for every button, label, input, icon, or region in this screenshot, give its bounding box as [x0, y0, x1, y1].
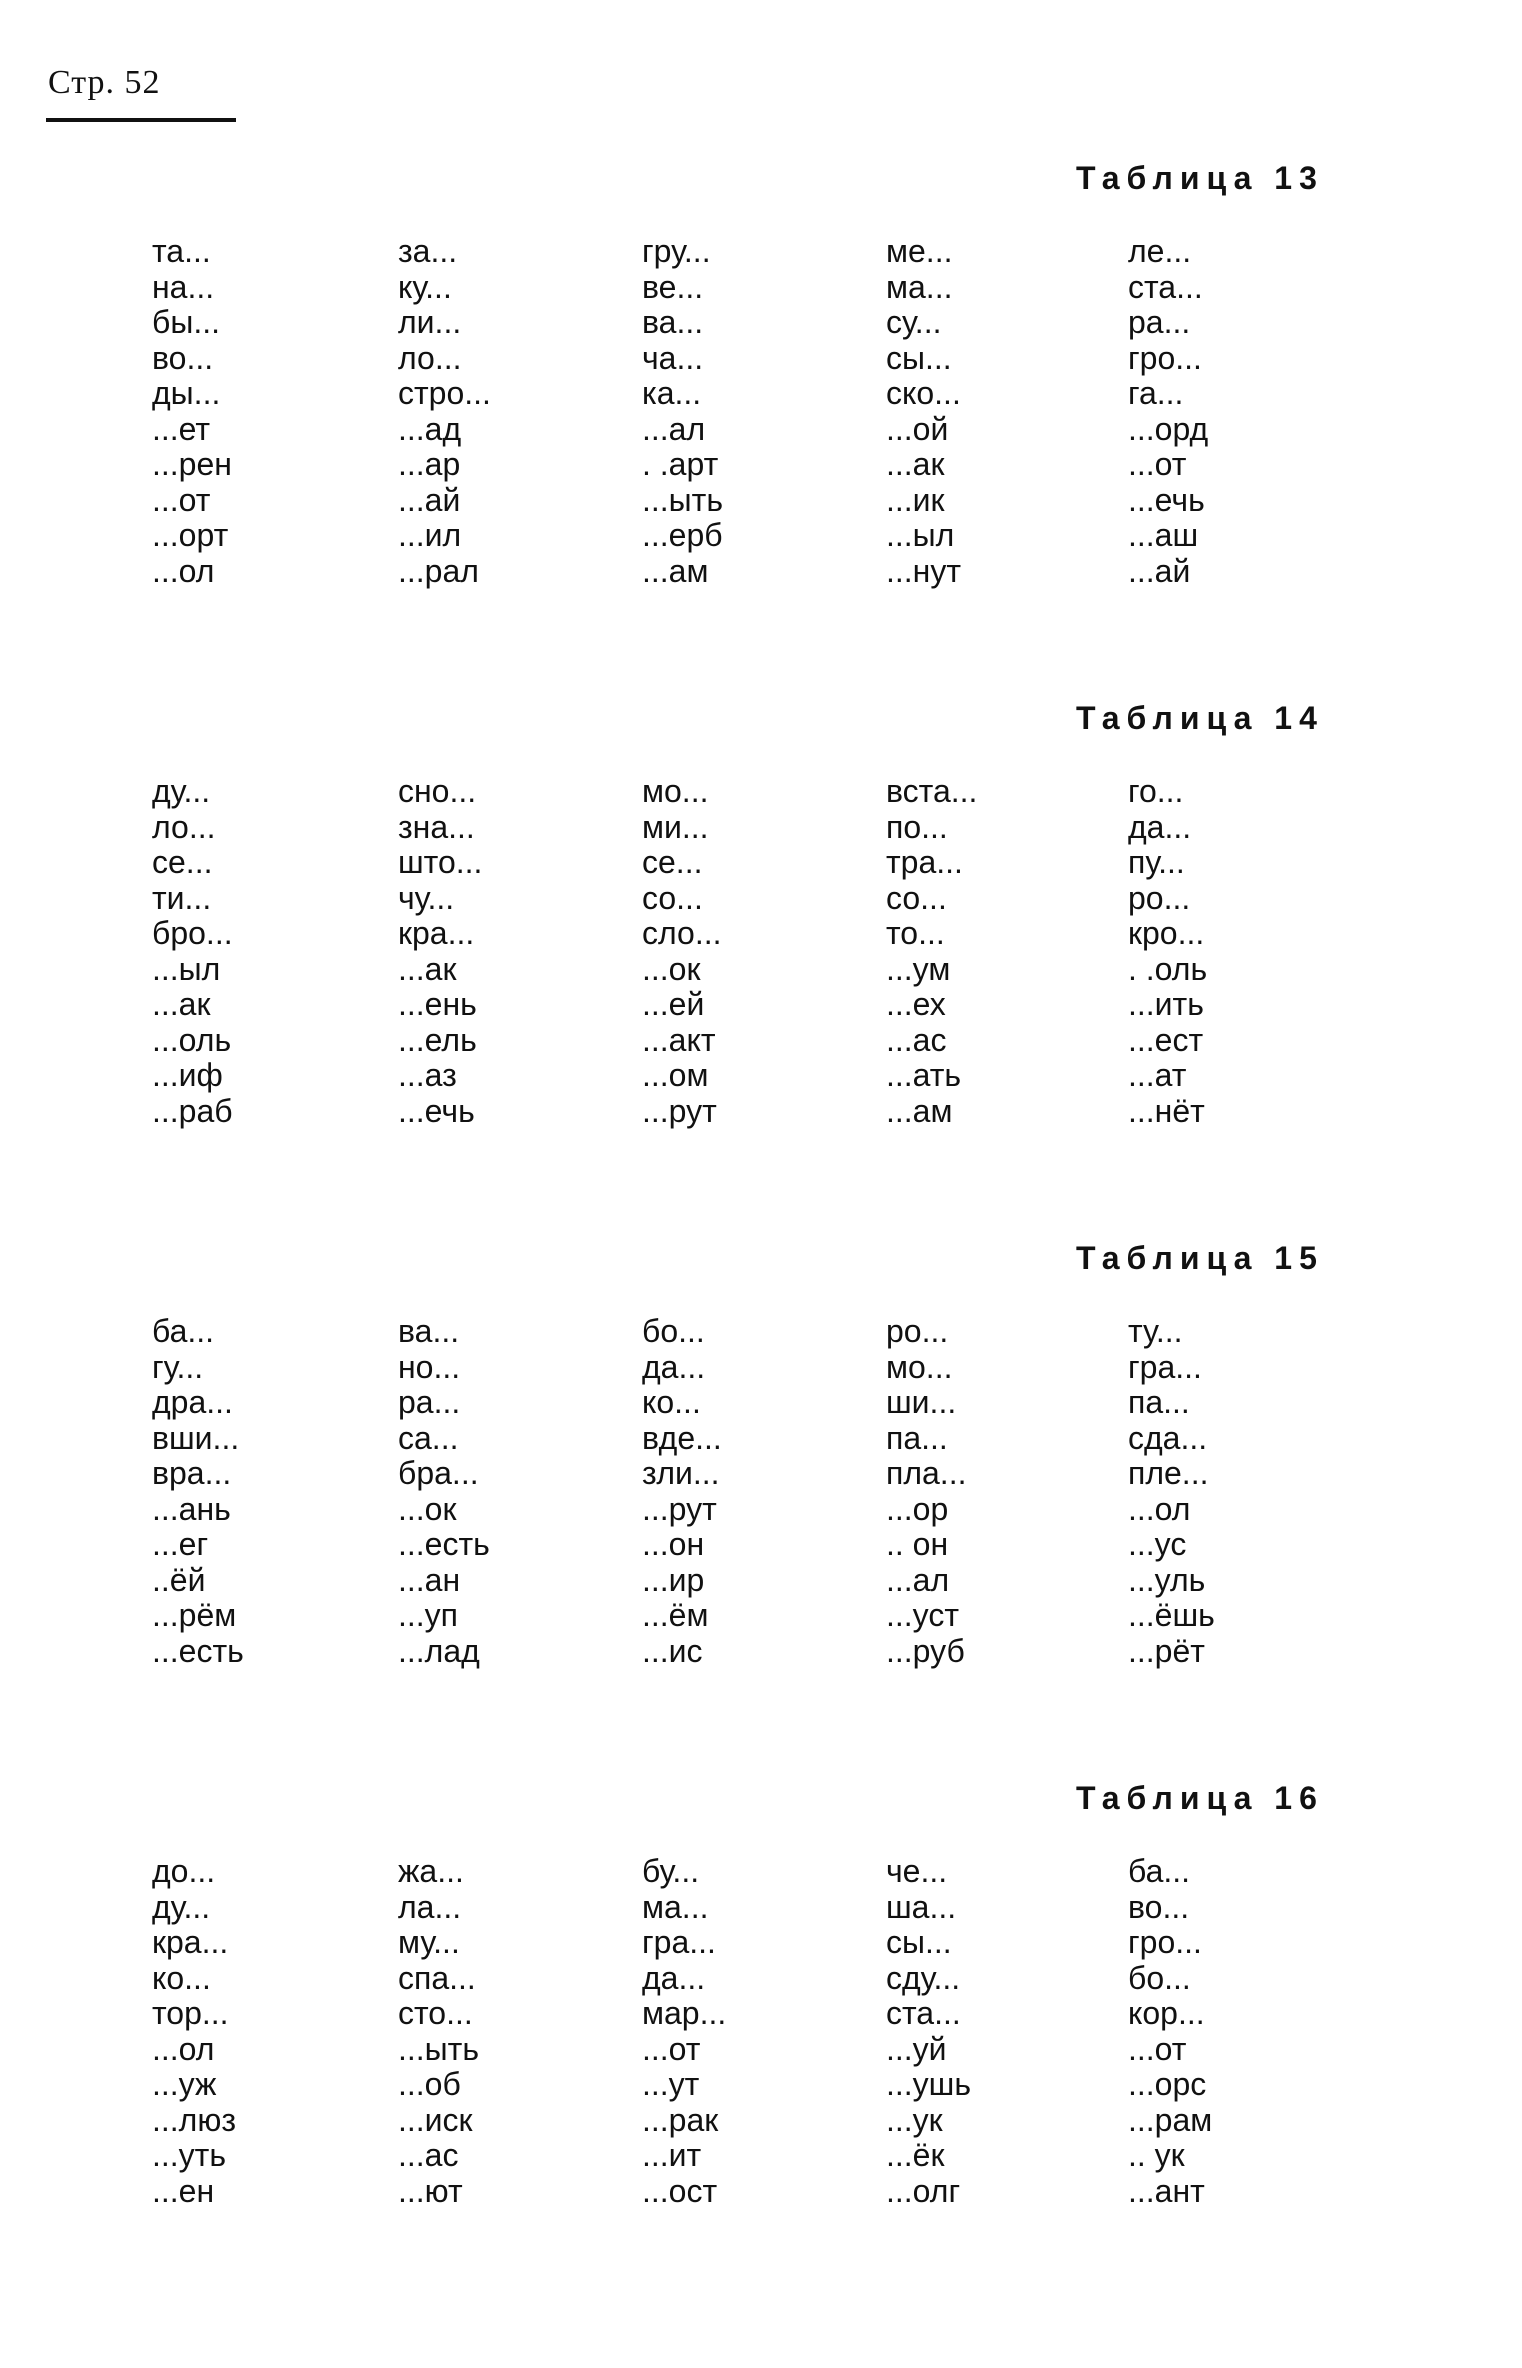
word-fragment: ...рут: [642, 1092, 717, 1129]
table-column: [1128, 774, 1328, 1129]
word-fragment: ...ол: [152, 2030, 215, 2067]
word-fragment: ...ас: [886, 1021, 947, 1058]
word-fragment: сы...: [886, 1924, 952, 1960]
word-fragment: па...: [886, 1419, 948, 1456]
word-fragment: но...: [398, 1348, 461, 1385]
table-column: [642, 234, 842, 589]
table-grid: [0, 1314, 1522, 1674]
word-fragment: кор...: [1128, 1995, 1205, 2031]
word-fragment: ...ом: [642, 1057, 709, 1093]
word-fragment: ...аш: [1128, 517, 1199, 553]
word-fragment: сду...: [886, 1959, 961, 1996]
word-fragment: го...: [1128, 773, 1184, 809]
word-fragment: че...: [886, 1853, 948, 1889]
word-fragment: пла...: [886, 1455, 967, 1491]
word-fragment: гро...: [1128, 1924, 1202, 1960]
word-fragment: ве...: [642, 268, 704, 305]
word-fragment: ...люз: [152, 2101, 237, 2138]
word-fragment: ку...: [398, 268, 452, 305]
word-fragment: ...от: [1128, 446, 1187, 482]
word-fragment: на...: [152, 268, 215, 305]
word-fragment: ...ех: [886, 986, 946, 1022]
word-fragment: ...ют: [398, 2172, 463, 2209]
word-fragment: ма...: [886, 268, 953, 305]
word-fragment: ко...: [152, 1959, 211, 1996]
word-fragment: ...ис: [642, 1632, 703, 1669]
word-fragment: ша...: [886, 1888, 957, 1925]
word-fragment: ...ам: [886, 1092, 953, 1129]
word-fragment: .. ук: [1128, 2137, 1185, 2173]
word-fragment: . .арт: [642, 446, 719, 482]
word-fragment: сно...: [398, 773, 477, 809]
table-title: Таблица 14: [1076, 700, 1324, 736]
word-fragment: мо...: [886, 1348, 953, 1385]
word-fragment: ...раб: [152, 1092, 233, 1129]
table-title: Таблица 15: [1076, 1240, 1324, 1276]
word-fragment: вши...: [152, 1419, 240, 1456]
word-fragment: ...ест: [1128, 1021, 1204, 1058]
word-fragment: та...: [152, 233, 211, 269]
word-fragment: ...рут: [642, 1490, 717, 1527]
word-fragment: ...от: [152, 481, 211, 518]
word-fragment: то...: [886, 915, 945, 951]
word-fragment: ...рёт: [1128, 1632, 1205, 1669]
word-fragment: ...ень: [398, 986, 477, 1022]
word-fragment: ...ёшь: [1128, 1597, 1215, 1633]
table-grid: [0, 774, 1522, 1134]
word-fragment: ...акт: [642, 1021, 716, 1058]
word-fragment: ...ак: [152, 986, 211, 1022]
word-fragment: ...орд: [1128, 410, 1209, 447]
word-fragment: ...ок: [398, 1490, 457, 1527]
word-fragment: ...ай: [398, 481, 461, 518]
word-fragment: ло...: [152, 808, 216, 845]
word-fragment: ...рен: [152, 446, 232, 482]
word-fragment: ско...: [886, 375, 961, 411]
word-fragment: ...рал: [398, 552, 479, 589]
word-fragment: ти...: [152, 879, 212, 916]
word-fragment: ...олг: [886, 2172, 961, 2209]
word-fragment: ли...: [398, 304, 462, 340]
word-fragment: што...: [398, 844, 483, 880]
word-fragment: му...: [398, 1924, 460, 1960]
word-fragment: мо...: [642, 773, 709, 809]
word-fragment: вста...: [886, 773, 978, 809]
table-column: [642, 1854, 842, 2209]
word-fragment: ба...: [152, 1313, 215, 1349]
word-fragment: ту...: [1128, 1313, 1183, 1349]
word-fragment: ва...: [398, 1313, 460, 1349]
word-fragment: ...ас: [398, 2137, 459, 2173]
word-fragment: ...оль: [152, 1021, 232, 1058]
word-fragment: ...ол: [1128, 1490, 1191, 1527]
word-fragment: се...: [152, 844, 213, 880]
table-column: [886, 774, 1086, 1129]
word-fragment: ло...: [398, 339, 462, 376]
word-fragment: пу...: [1128, 844, 1185, 880]
word-fragment: ...ушь: [886, 2066, 972, 2102]
word-fragment: ...ечь: [1128, 481, 1205, 518]
page-header: Стр. 52: [48, 64, 161, 101]
word-fragment: со...: [642, 879, 703, 916]
word-fragment: . .оль: [1128, 950, 1208, 987]
word-fragment: сло...: [642, 915, 722, 951]
word-fragment: сы...: [886, 339, 952, 376]
word-fragment: со...: [886, 879, 947, 916]
word-fragment: спа...: [398, 1959, 476, 1996]
word-fragment: пле...: [1128, 1455, 1209, 1491]
word-fragment: .. он: [886, 1526, 949, 1562]
word-fragment: ва...: [642, 304, 704, 340]
table-column: [152, 1314, 352, 1669]
word-fragment: бра...: [398, 1455, 479, 1491]
word-fragment: ду...: [152, 773, 211, 809]
word-fragment: ...ой: [886, 410, 949, 447]
word-fragment: су...: [886, 304, 942, 340]
word-fragment: ...ать: [886, 1057, 962, 1093]
word-fragment: ...ил: [398, 517, 462, 553]
word-fragment: се...: [642, 844, 703, 880]
word-fragment: ...от: [642, 2030, 701, 2067]
word-fragment: ...ам: [642, 552, 709, 589]
word-fragment: ...ад: [398, 410, 462, 447]
word-fragment: до...: [152, 1853, 216, 1889]
word-fragment: ...есть: [398, 1526, 490, 1562]
table-column: [1128, 1854, 1328, 2209]
word-fragment: ...ут: [642, 2066, 700, 2102]
table-title: Таблица 13: [1076, 160, 1324, 196]
word-fragment: ...ель: [398, 1021, 477, 1058]
word-fragment: ...ёк: [886, 2137, 945, 2173]
word-fragment: кра...: [398, 915, 475, 951]
word-fragment: жа...: [398, 1853, 464, 1889]
word-fragment: ...от: [1128, 2030, 1187, 2067]
table-column: [1128, 234, 1328, 589]
word-fragment: во...: [152, 339, 214, 376]
word-fragment: ...уть: [152, 2137, 226, 2173]
word-fragment: ...рак: [642, 2101, 719, 2138]
word-fragment: ды...: [152, 375, 221, 411]
word-fragment: ...ерб: [642, 517, 723, 553]
word-fragment: ...орт: [152, 517, 229, 553]
word-fragment: вра...: [152, 1455, 232, 1491]
word-fragment: ста...: [886, 1995, 961, 2031]
word-fragment: ...есть: [152, 1632, 244, 1669]
word-fragment: ...ечь: [398, 1092, 475, 1129]
table-title: Таблица 16: [1076, 1780, 1324, 1816]
word-fragment: ла...: [398, 1888, 462, 1925]
word-fragment: ...уп: [398, 1597, 458, 1633]
word-fragment: вде...: [642, 1419, 722, 1456]
word-fragment: ста...: [1128, 268, 1203, 305]
word-fragment: бро...: [152, 915, 233, 951]
word-fragment: ...ак: [886, 446, 945, 482]
table-column: [1128, 1314, 1328, 1669]
word-fragment: ...иф: [152, 1057, 223, 1093]
word-fragment: гра...: [1128, 1348, 1202, 1385]
word-fragment: ...ыть: [642, 481, 723, 518]
word-fragment: ...ить: [1128, 986, 1204, 1022]
word-fragment: ...ост: [642, 2172, 718, 2209]
word-fragment: ...ак: [398, 950, 457, 987]
word-fragment: сда...: [1128, 1419, 1208, 1456]
word-fragment: гра...: [642, 1924, 716, 1960]
word-fragment: ко...: [642, 1384, 701, 1420]
word-fragment: да...: [642, 1348, 706, 1385]
word-fragment: ...ол: [152, 552, 215, 589]
word-fragment: мар...: [642, 1995, 727, 2031]
word-fragment: ...ен: [152, 2172, 215, 2209]
word-fragment: ба...: [1128, 1853, 1191, 1889]
table-column: [886, 234, 1086, 589]
word-fragment: ...нёт: [1128, 1092, 1205, 1129]
word-fragment: тра...: [886, 844, 963, 880]
word-fragment: ду...: [152, 1888, 211, 1925]
table-column: [886, 1854, 1086, 2209]
word-fragment: ...ир: [642, 1561, 705, 1598]
word-fragment: ши...: [886, 1384, 957, 1420]
word-fragment: ро...: [886, 1313, 949, 1349]
page-header-rule: [46, 118, 236, 122]
table-column: [152, 1854, 352, 2209]
word-fragment: ..ёй: [152, 1561, 206, 1598]
word-fragment: гу...: [152, 1348, 204, 1385]
word-fragment: ча...: [642, 339, 704, 376]
table-column: [398, 234, 598, 589]
table-grid: [0, 234, 1522, 594]
word-fragment: кро...: [1128, 915, 1205, 951]
word-fragment: ...рём: [152, 1597, 237, 1633]
word-fragment: ...ик: [886, 481, 945, 518]
table-column: [398, 1854, 598, 2209]
word-fragment: по...: [886, 808, 948, 845]
table-grid: [0, 1854, 1522, 2214]
table-column: [642, 1314, 842, 1669]
word-fragment: сто...: [398, 1995, 473, 2031]
word-fragment: ме...: [886, 233, 953, 269]
word-fragment: дра...: [152, 1384, 233, 1420]
word-fragment: ...иск: [398, 2101, 473, 2138]
word-fragment: ...ум: [886, 950, 951, 987]
word-fragment: ...орс: [1128, 2066, 1207, 2102]
word-fragment: ...ант: [1128, 2172, 1205, 2209]
word-fragment: ...он: [642, 1526, 705, 1562]
word-fragment: ...руб: [886, 1632, 965, 1669]
word-fragment: во...: [1128, 1888, 1190, 1925]
word-fragment: бо...: [1128, 1959, 1191, 1996]
word-fragment: ...ок: [642, 950, 701, 987]
word-fragment: гро...: [1128, 339, 1202, 376]
word-fragment: па...: [1128, 1384, 1190, 1420]
table-column: [886, 1314, 1086, 1669]
word-fragment: ...уй: [886, 2030, 947, 2067]
table-column: [398, 1314, 598, 1669]
word-fragment: ра...: [1128, 304, 1191, 340]
word-fragment: ...ём: [642, 1597, 709, 1633]
word-fragment: ...ай: [1128, 552, 1191, 589]
word-fragment: бу...: [642, 1853, 700, 1889]
word-fragment: ...ыл: [152, 950, 221, 987]
word-fragment: ...ыть: [398, 2030, 479, 2067]
word-fragment: да...: [1128, 808, 1192, 845]
word-fragment: ...ук: [886, 2101, 943, 2138]
word-fragment: ка...: [642, 375, 702, 411]
word-fragment: ...ал: [886, 1561, 950, 1598]
word-fragment: стро...: [398, 375, 491, 411]
word-fragment: ра...: [398, 1384, 461, 1420]
word-fragment: бы...: [152, 304, 220, 340]
word-fragment: бо...: [642, 1313, 705, 1349]
word-fragment: ми...: [642, 808, 709, 845]
word-fragment: зли...: [642, 1455, 720, 1491]
word-fragment: ...уль: [1128, 1561, 1206, 1598]
word-fragment: гру...: [642, 233, 711, 269]
word-fragment: ...ал: [642, 410, 706, 447]
word-fragment: ...ань: [152, 1490, 231, 1527]
word-fragment: за...: [398, 233, 458, 269]
word-fragment: ...об: [398, 2066, 461, 2102]
word-fragment: га...: [1128, 375, 1184, 411]
word-fragment: ...ей: [642, 986, 705, 1022]
word-fragment: ...ат: [1128, 1057, 1187, 1093]
word-fragment: да...: [642, 1959, 706, 1996]
word-fragment: ...рам: [1128, 2101, 1213, 2138]
word-fragment: са...: [398, 1419, 459, 1456]
word-fragment: ...ан: [398, 1561, 461, 1598]
word-fragment: ...уст: [886, 1597, 959, 1633]
word-fragment: ...ет: [152, 410, 211, 447]
word-fragment: кра...: [152, 1924, 229, 1960]
word-fragment: зна...: [398, 808, 475, 845]
table-column: [152, 234, 352, 589]
word-fragment: ...ор: [886, 1490, 949, 1527]
word-fragment: ...ыл: [886, 517, 955, 553]
word-fragment: ...ус: [1128, 1526, 1187, 1562]
word-fragment: ро...: [1128, 879, 1191, 916]
word-fragment: ...нут: [886, 552, 961, 589]
word-fragment: ма...: [642, 1888, 709, 1925]
word-fragment: тор...: [152, 1995, 229, 2031]
word-fragment: ле...: [1128, 233, 1192, 269]
table-column: [152, 774, 352, 1129]
word-fragment: ...уж: [152, 2066, 217, 2102]
word-fragment: чу...: [398, 879, 455, 916]
word-fragment: ...ег: [152, 1526, 209, 1562]
word-fragment: ...лад: [398, 1632, 480, 1669]
table-column: [398, 774, 598, 1129]
table-column: [642, 774, 842, 1129]
word-fragment: ...аз: [398, 1057, 457, 1093]
word-fragment: ...ит: [642, 2137, 702, 2173]
word-fragment: ...ар: [398, 446, 461, 482]
